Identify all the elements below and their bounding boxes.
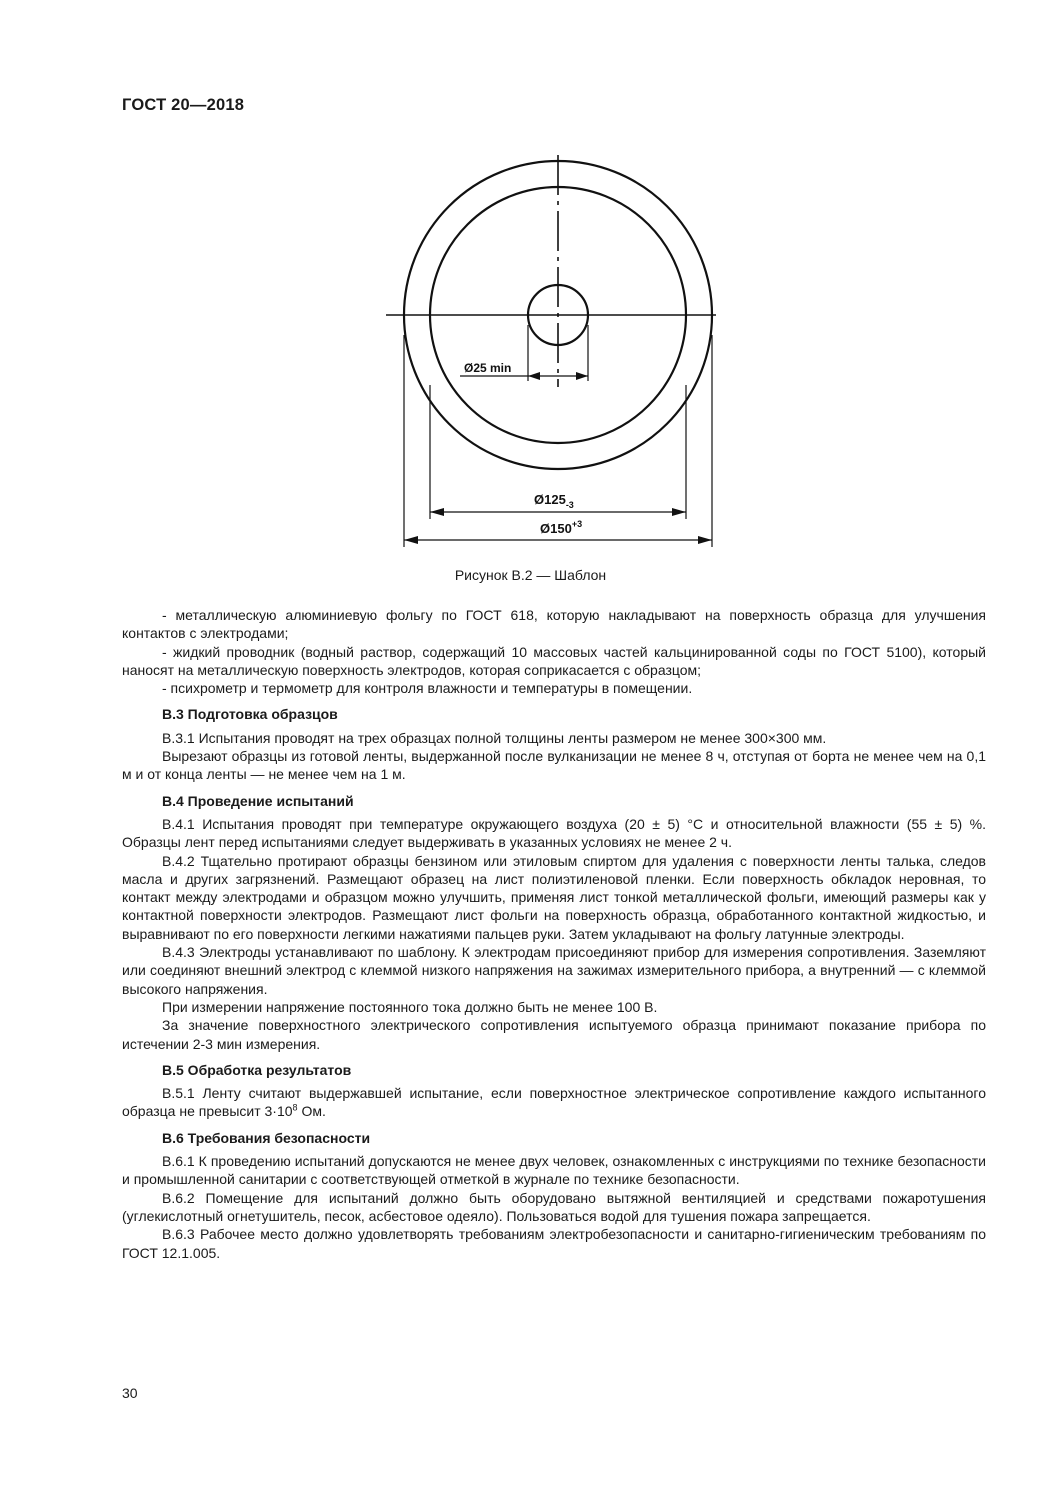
paragraph: В.4.1 Испытания проводят при температуре окружающего воздуха (20 ± 5) °С и относительной влажности (55 ± 5) %. Образцы лент перед испытаниями следует выдерживать в указанных условиях не менее 2 ч.	[122, 815, 986, 851]
arrow-outer-left	[404, 536, 418, 544]
dim-middle-tolerance: -3	[565, 500, 574, 510]
paragraph: В.3.1 Испытания проводят на трех образцах полной толщины ленты размером не менее 300×300 мм.	[162, 729, 827, 746]
document-body	[122, 606, 986, 1262]
paragraph-text: Ом.	[297, 1103, 326, 1120]
arrow-inner-left	[528, 372, 540, 380]
paragraph-text: В.5.1 Ленту считают выдержавшей испытание, если поверхностное электрическое сопротивление каждого испытанного образца не превысит 3·10	[122, 1085, 986, 1120]
dim-label-outer	[540, 519, 582, 536]
list-item: - жидкий проводник (водный раствор, содержащий 10 массовых частей кальцинированной соды по ГОСТ 5100), который наносят на металлическую поверхность электродов, которая соприкасается с образцом;	[122, 643, 986, 678]
paragraph: За значение поверхностного электрического сопротивления испытуемого образца принимают показание прибора по истечении 2-3 мин измерения.	[122, 1017, 986, 1052]
dim-outer-value: Ø150	[540, 521, 572, 536]
document-header: ГОСТ 20—2018	[122, 96, 245, 114]
paragraph: В.4.2 Тщательно протирают образцы бензином или этиловым спиртом для удаления с поверхности ленты талька, следов масла и других загрязнений. Размещают образец на лист полиэтиленовой пленки. Если поверхность обкладок неровная, то контакт между электродами и образцом можно улучшить, применяя лист тонкой металлической фольги, имеющий размеры как у контактной поверхности электродов. Размещают лист фольги на поверхность образца, обработанного контактной жидкостью, и выравнивают по его поверхности легкими нажатиями пальцев руки. Затем укладывают на фольгу латунные электроды.	[122, 852, 986, 942]
dim-label-inner: Ø25 min	[464, 361, 512, 375]
paragraph: В.6.2 Помещение для испытаний должно быть оборудовано вытяжной вентиляцией и средствами пожаротушения (углекислотный огнетушитель, песок, асбестовое одеяло). Пользоваться водой для тушения пожара запрещается.	[122, 1189, 986, 1224]
list-item: - металлическую алюминиевую фольгу по ГОСТ 618, которую накладывают на поверхность образца для улучшения контактов с электродами;	[122, 607, 986, 642]
arrow-outer-right	[698, 536, 712, 544]
section-heading-b6: В.6 Требования безопасности	[162, 1129, 371, 1146]
section-heading-b5: В.5 Обработка результатов	[162, 1061, 352, 1078]
template-drawing	[380, 155, 720, 555]
paragraph: При измерении напряжение постоянного тока должно быть не менее 100 В.	[162, 998, 658, 1015]
dim-outer-tolerance: +3	[571, 519, 583, 529]
arrow-inner-right	[576, 372, 588, 380]
arrow-middle-right	[672, 508, 686, 516]
exponent: 8	[292, 1102, 298, 1113]
figure-caption: Рисунок В.2 — Шаблон	[454, 567, 607, 583]
arrow-middle-left	[430, 508, 444, 516]
paragraph	[122, 1084, 986, 1121]
list-item: - психрометр и термометр для контроля влажности и температуры в помещении.	[162, 680, 693, 697]
dim-middle-value: Ø125	[534, 492, 566, 507]
section-heading-b3: В.3 Подготовка образцов	[162, 706, 338, 723]
paragraph: В.6.1 К проведению испытаний допускаются не менее двух человек, ознакомленных с инструкциями по технике безопасности и промышленной санитарии с соответствующей отметкой в журнале по технике безопасности.	[122, 1153, 986, 1188]
paragraph: Вырезают образцы из готовой ленты, выдержанной после вулканизации не менее 8 ч, отступая от борта не менее чем на 0,1 м и от конца ленты — не менее чем на 1 м.	[122, 748, 986, 783]
template-figure	[380, 155, 720, 555]
paragraph: В.4.3 Электроды устанавливают по шаблону. К электродам присоединяют прибор для измерения сопротивления. Заземляют или соединяют внешний электрод с клеммой низкого напряжения на зажимах измерительного прибора, а внутренний — с клеммой высокого напряжения.	[122, 944, 986, 997]
paragraph: В.6.3 Рабочее место должно удовлетворять требованиям электробезопасности и санитарно-гигиеническим требованиям по ГОСТ 12.1.005.	[122, 1226, 986, 1261]
page-number: 30	[122, 1385, 138, 1401]
section-heading-b4: В.4 Проведение испытаний	[162, 792, 354, 809]
dim-label-middle	[534, 492, 574, 510]
